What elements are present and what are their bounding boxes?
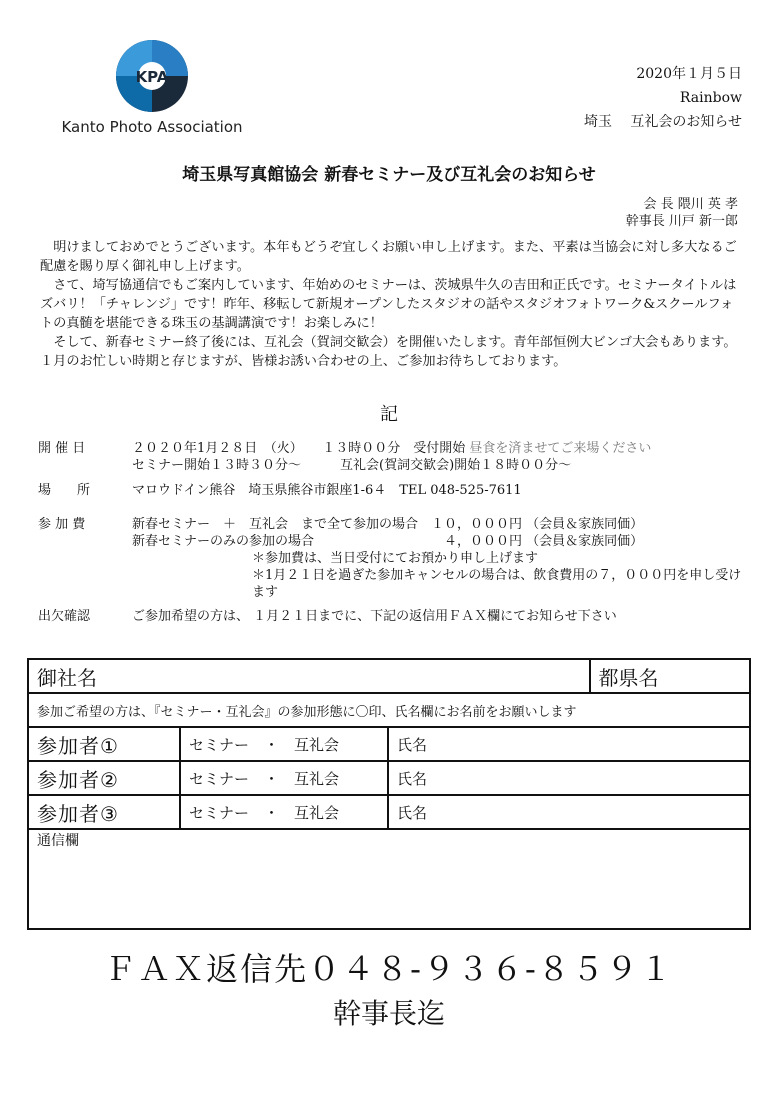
association-logo: [52, 38, 252, 138]
paragraph-greeting: 明けましておめでとうございます。本年もどうぞ宜しくお願い申し上げます。また、平素は当協会に対し多大なるご配慮を賜り厚く御礼申し上げます。: [40, 240, 737, 274]
fee-note2: ＊1月２１日を過ぎた参加キャンセルの場合は、飲食費用の７，０００円を申し受けます: [252, 568, 742, 600]
place-value: マロウドイン熊谷 埼玉県熊谷市銀座1-6４ TEL 048-525-7611: [132, 483, 522, 498]
signers: [626, 196, 738, 230]
detail-rsvp: [38, 608, 758, 628]
participant-row: [28, 795, 750, 829]
detail-date: [38, 440, 758, 480]
participant-row: [28, 727, 750, 761]
message-field[interactable]: [28, 829, 750, 929]
page-title: 埼玉県写真館協会 新春セミナー及び互礼会のお知らせ: [182, 165, 596, 185]
addressee: 幹事長迄: [332, 997, 445, 1030]
participant-row: [28, 761, 750, 795]
date-line2: セミナー開始１３時３０分～ 互礼会(賀詞交歓会)開始１８時００分～: [132, 458, 572, 473]
logo-mark-text: KPA: [135, 68, 169, 86]
paragraph-seminar: さて、埼写協通信でもご案内しています、年始めのセミナーは、茨城県牛久の吉田和正氏です。セミナータイトルはズバリ！「チャレンジ」です！昨年、移転して新規オープンしたスタジオの話やスタジオフォトワーク&スクールフォトの真髄を堪能できる珠玉の基調講演です！お楽しみに！: [40, 278, 737, 331]
fee-line2: 新春セミナーのみの参加の場合 ４，０００円 （会員＆家族同価）: [132, 534, 644, 549]
rsvp-label: 出欠確認: [38, 609, 91, 624]
participant-name-field[interactable]: 氏名: [388, 727, 750, 761]
paragraph-party: そして、新春セミナー終了後には、互礼会（賀詞交歓会）を開催いたします。青年部恒例大ビンゴ大会もあります。１月のお忙しい時期と存じますが、皆様お誘い合わせの上、ご参加お待ちしております。: [40, 335, 737, 369]
participant-name-field[interactable]: 氏名: [388, 761, 750, 795]
date-note: 昼食を済ませてご来場ください: [469, 441, 652, 456]
detail-place: [38, 482, 758, 502]
doc-date: 2020年１月５日: [636, 66, 742, 82]
date-value: [132, 440, 752, 474]
date-label: 開 催 日: [38, 441, 86, 456]
attendance-type-field[interactable]: セミナー ・ 互礼会: [180, 727, 388, 761]
ki-heading: 記: [380, 404, 398, 425]
participant-label: 参加者①: [28, 727, 180, 761]
rsvp-value: ご参加希望の方は、 １月２１日までに、下記の返信用ＦＡＸ欄にてお知らせ下さい: [132, 609, 617, 624]
date-line1: ２０２０年1月２８日 （火） １３時００分 受付開始: [132, 441, 466, 456]
attendance-type-field[interactable]: セミナー ・ 互礼会: [180, 795, 388, 829]
aperture-logo-icon: [114, 38, 190, 114]
fax-number: ＦＡＸ返信先０４８-９３６-８５９１: [104, 950, 674, 988]
attendance-type-field[interactable]: セミナー ・ 互礼会: [180, 761, 388, 795]
fax-reply-form: [27, 658, 751, 930]
fee-note1: ＊参加費は、当日受付にてお預かり申し上げます: [252, 551, 539, 566]
fee-value: [132, 516, 752, 601]
header-info: [584, 62, 742, 134]
doc-ref: 埼玉 互礼会のお知らせ: [583, 114, 742, 130]
logo-org-name: Kanto Photo Association: [61, 118, 243, 136]
fee-line1: 新春セミナー ＋ 互礼会 まで全て参加の場合 １０，０００円 （会員＆家族同価）: [132, 517, 644, 532]
doc-sender: Rainbow: [679, 90, 742, 106]
participant-label: 参加者②: [28, 761, 180, 795]
company-label: 御社名: [37, 665, 97, 690]
participant-name-field[interactable]: 氏名: [388, 795, 750, 829]
signer-president: 会 長 隈川 英 孝: [643, 197, 738, 212]
place-label: 場 所: [38, 483, 91, 498]
prefecture-field[interactable]: [590, 659, 750, 693]
company-field[interactable]: [28, 659, 590, 693]
prefecture-label: 都県名: [598, 665, 659, 690]
message-label: 通信欄: [37, 833, 79, 849]
detail-fee: [38, 516, 758, 600]
form-instruction: 参加ご希望の方は、『セミナー・互礼会』の参加形態に〇印、氏名欄にお名前をお願いします: [28, 693, 750, 727]
participant-label: 参加者③: [28, 795, 180, 829]
body-text: [40, 238, 740, 371]
signer-secretary: 幹事長 川戸 新一郎: [625, 214, 738, 229]
fee-label: 参 加 費: [38, 517, 86, 532]
